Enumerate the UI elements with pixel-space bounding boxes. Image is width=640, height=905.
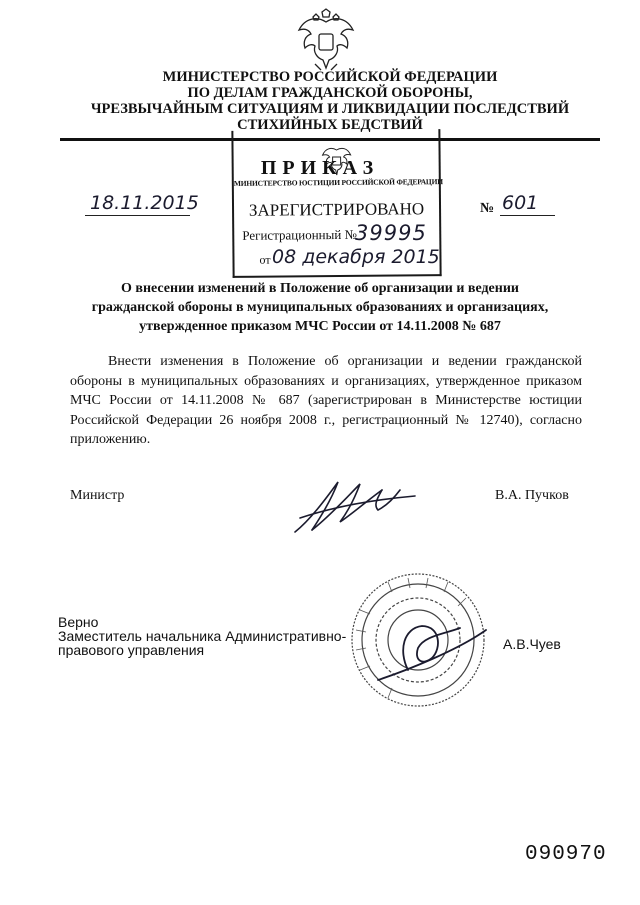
certifier-name: А.В.Чуев (503, 636, 561, 652)
certification-verno: Верно (58, 614, 99, 630)
order-subject (70, 279, 570, 336)
stamp-reg-label: Регистрационный № (242, 226, 358, 243)
stamp-registered: ЗАРЕГИСТРИРОВАНО (248, 199, 425, 220)
stamp-ministry-of-justice: МИНИСТЕРСТВО ЮСТИЦИИ РОССИЙСКОЙ ФЕДЕРАЦИИ (233, 177, 443, 188)
ministry-line: МИНИСТЕРСТВО РОССИЙСКОЙ ФЕДЕРАЦИИ (162, 69, 498, 85)
ministry-line: СТИХИЙНЫХ БЕДСТВИЙ (237, 117, 423, 133)
order-date-underline (85, 215, 190, 216)
certifier-position: правового управления (58, 642, 205, 658)
ministry-line: ЧРЕЗВЫЧАЙНЫМ СИТУАЦИЯМ И ЛИКВИДАЦИИ ПОСЛЕДСТВИЙ (90, 101, 570, 117)
signatory-name: В.А. Пучков (495, 488, 569, 503)
stamp-reg-number: 39995 (355, 221, 427, 245)
document-serial-number: 090970 (525, 843, 607, 866)
subject-line: утвержденное приказом МЧС России от 14.11.2008 № 687 (139, 319, 501, 334)
signatory-title: Министр (70, 488, 125, 503)
certification-block (58, 615, 346, 657)
subject-line: гражданской обороны в муниципальных образованиях и организациях, (91, 300, 549, 315)
order-number-label: № (480, 201, 495, 216)
russian-emblem-icon (295, 8, 357, 74)
minister-signature (290, 470, 420, 540)
order-date: 18.11.2015 (90, 192, 199, 214)
order-number-underline (500, 215, 555, 216)
ministry-header (90, 69, 570, 133)
order-body (70, 352, 582, 450)
order-body-text: Внести изменения в Положение об организации и ведении гражданской обороны в муниципальных образованиях и организациях, утвержденное приказом МЧС России от 14.11.2008 № 687 (зарегистрирован в Министерстве юстиции Российской Федерации 26 ноября 2008 г., регистрационный № 12740), согласно приложению. (70, 354, 582, 447)
subject-line: О внесении изменений в Положение об организации и ведении (121, 281, 519, 296)
round-seal-stamp (348, 570, 488, 710)
stamp-date-label: от (259, 252, 271, 267)
ministry-line: ПО ДЕЛАМ ГРАЖДАНСКОЙ ОБОРОНЫ, (187, 85, 473, 101)
certifier-position: Заместитель начальника Административно- (58, 628, 347, 644)
order-number: 601 (502, 192, 539, 214)
document-type-title: ПРИКАЗ (260, 157, 380, 179)
stamp-reg-date: 08 декабря 2015 (272, 246, 440, 268)
